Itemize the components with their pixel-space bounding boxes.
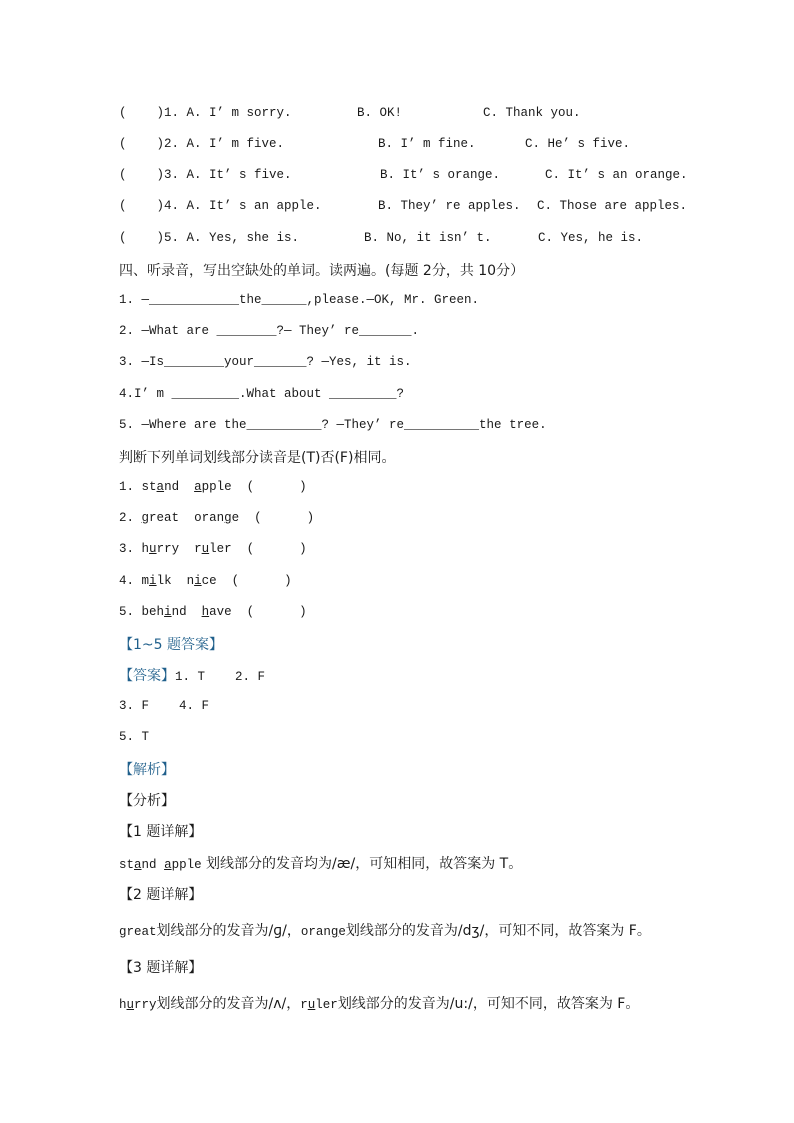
detail-3-title: 【3 题详解】 [119, 960, 203, 976]
fill-item-3: 3. —Is________your_______? —Yes, it is. [119, 355, 412, 369]
judge-title: 判断下列单词划线部分读音是(T)否(F)相同。 [119, 450, 396, 466]
judge-item-5: 5. behind have ( ) [119, 605, 307, 619]
detail-2-text: great划线部分的发音为/ɡ/，orange划线部分的发音为/dʒ/，可知不同，故答案为 F。 [119, 923, 651, 939]
judge-item-2: 2. great orange ( ) [119, 511, 315, 525]
mc-q2-c: C. He’ s five. [525, 137, 631, 151]
fenxi-label: 【分析】 [119, 793, 175, 809]
section4-title: 四、听录音，写出空缺处的单词。读两遍。(每题 2分，共 10分） [119, 263, 525, 279]
mc-q5-b: B. No, it isn’ t. [364, 231, 492, 245]
mc-q4-c: C. Those are apples. [537, 199, 688, 213]
mc-q3-c: C. It’ s an orange. [545, 168, 688, 182]
fill-item-4: 4.I’ m _________.What about _________? [119, 387, 405, 401]
mc-q5-c: C. Yes, he is. [538, 231, 644, 245]
detail-2-title: 【2 题详解】 [119, 887, 203, 903]
judge-item-4: 4. milk nice ( ) [119, 574, 292, 588]
answer-line-1: 【答案】1. T 2. F [119, 668, 266, 684]
fill-item-1: 1. —____________the______,please.—OK, Mr. Green. [119, 293, 480, 307]
mc-q5-a: ( )5. A. Yes, she is. [119, 231, 300, 245]
mc-q1-a: ( )1. A. I’ m sorry. [119, 106, 292, 120]
answer-line-2: 3. F 4. F [119, 699, 210, 713]
mc-q1-b: B. OK! [357, 106, 403, 120]
answer-line-3: 5. T [119, 730, 150, 744]
fill-item-2: 2. —What are ________?— They’ re_______. [119, 324, 420, 338]
answer-header: 【1~5 题答案】 [119, 637, 223, 653]
mc-q3-a: ( )3. A. It’ s five. [119, 168, 292, 182]
detail-3-text: hurry划线部分的发音为/ʌ/，ruler划线部分的发音为/u:/，可知不同，故答案为 F。 [119, 996, 640, 1012]
mc-q4-b: B. They’ re apples. [378, 199, 521, 213]
detail-1-text: stand apple 划线部分的发音均为/æ/，可知相同，故答案为 T。 [119, 856, 523, 872]
mc-q1-c: C. Thank you. [483, 106, 581, 120]
analysis-label: 【解析】 [119, 762, 175, 778]
judge-item-3: 3. hurry ruler ( ) [119, 542, 307, 556]
mc-q4-a: ( )4. A. It’ s an apple. [119, 199, 322, 213]
mc-q3-b: B. It’ s orange. [380, 168, 501, 182]
judge-item-1: 1. stand apple ( ) [119, 480, 307, 494]
fill-item-5: 5. —Where are the__________? —They’ re__________the tree. [119, 418, 547, 432]
detail-1-title: 【1 题详解】 [119, 824, 203, 840]
mc-q2-a: ( )2. A. I’ m five. [119, 137, 285, 151]
mc-q2-b: B. I’ m fine. [378, 137, 476, 151]
